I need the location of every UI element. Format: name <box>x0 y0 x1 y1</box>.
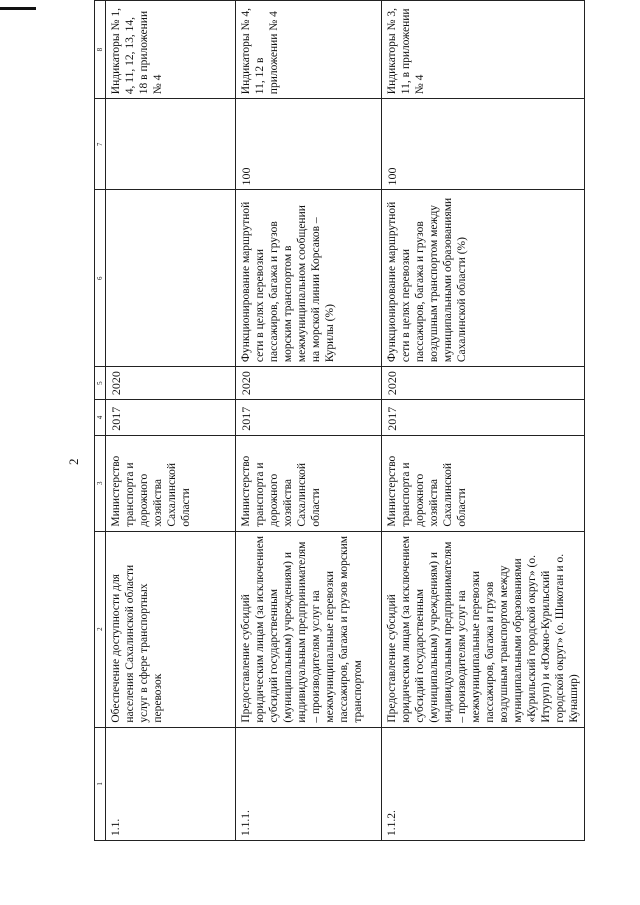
header-col-2: 2 <box>95 531 106 727</box>
row-links: Индикаторы № 1, 4, 11, 12, 13, 14, 18 в приложении № 4 <box>106 1 236 99</box>
header-col-4: 4 <box>95 400 106 436</box>
row-end-year: 2020 <box>106 367 236 400</box>
row-links: Индикаторы № 4, 11, 12 в приложении № 4 <box>236 1 382 99</box>
header-col-3: 3 <box>95 435 106 531</box>
row-name: Предоставление субсидий юридическим лицам (за исключением субсидий государственным (муниципальным) учреждениям) и индивидуальным предпринимателям – производителям услуг на межмуниципальные перевозки пассажиров, багажа и грузов морским транспортом <box>236 531 382 727</box>
row-links: Индикаторы № 3, 11, в приложении № 4 <box>382 1 585 99</box>
table-row <box>382 1 585 841</box>
table-header-row <box>95 1 106 841</box>
row-start-year: 2017 <box>106 400 236 436</box>
row-value: 100 <box>236 99 382 190</box>
header-col-7: 7 <box>95 99 106 190</box>
row-indicator <box>106 190 236 367</box>
header-col-5: 5 <box>95 367 106 400</box>
row-end-year: 2020 <box>236 367 382 400</box>
row-executor: Министерство транспорта и дорожного хозяйства Сахалинской области <box>106 435 236 531</box>
row-indicator: Функционирование маршрутной сети в целях перевозки пассажиров, багажа и грузов морским транспортом в межмуниципальном сообщении на морской линии Корсаков – Курилы (%) <box>236 190 382 367</box>
row-start-year: 2017 <box>382 400 585 436</box>
row-end-year: 2020 <box>382 367 585 400</box>
measures-table <box>94 0 585 841</box>
header-col-1: 1 <box>95 727 106 840</box>
row-indicator: Функционирование маршрутной сети в целях перевозки пассажиров, багажа и грузов воздушным транспортом между муниципальными образованиями Сахалинской области (%) <box>382 190 585 367</box>
table-row <box>106 1 236 841</box>
row-id: 1.1.2. <box>382 727 585 840</box>
row-value <box>106 99 236 190</box>
row-id: 1.1.1. <box>236 727 382 840</box>
header-col-6: 6 <box>95 190 106 367</box>
row-start-year: 2017 <box>236 400 382 436</box>
row-name: Предоставление субсидий юридическим лицам (за исключением субсидий государственным (муниципальным) учреждениям) и индивидуальным предпринимателям – производителям услуг на межмуниципальные перевозки пассажиров, багажа и грузов воздушным транспортом между муниципальными образованиями «Курильский городской округ» (о. Итуруп) и «Южно-Курильский городской округ» (о. Шикотан и о. Кунашир) <box>382 531 585 727</box>
row-name: Обеспечение доступности для населения Сахалинской области услуг в сфере транспортных перевозок <box>106 531 236 727</box>
header-col-8: 8 <box>95 1 106 99</box>
row-value: 100 <box>382 99 585 190</box>
table-row <box>236 1 382 841</box>
row-id: 1.1. <box>106 727 236 840</box>
page-number: 2 <box>66 458 81 465</box>
row-executor: Министерство транспорта и дорожного хозяйства Сахалинской области <box>382 435 585 531</box>
row-executor: Министерство транспорта и дорожного хозяйства Сахалинской области <box>236 435 382 531</box>
